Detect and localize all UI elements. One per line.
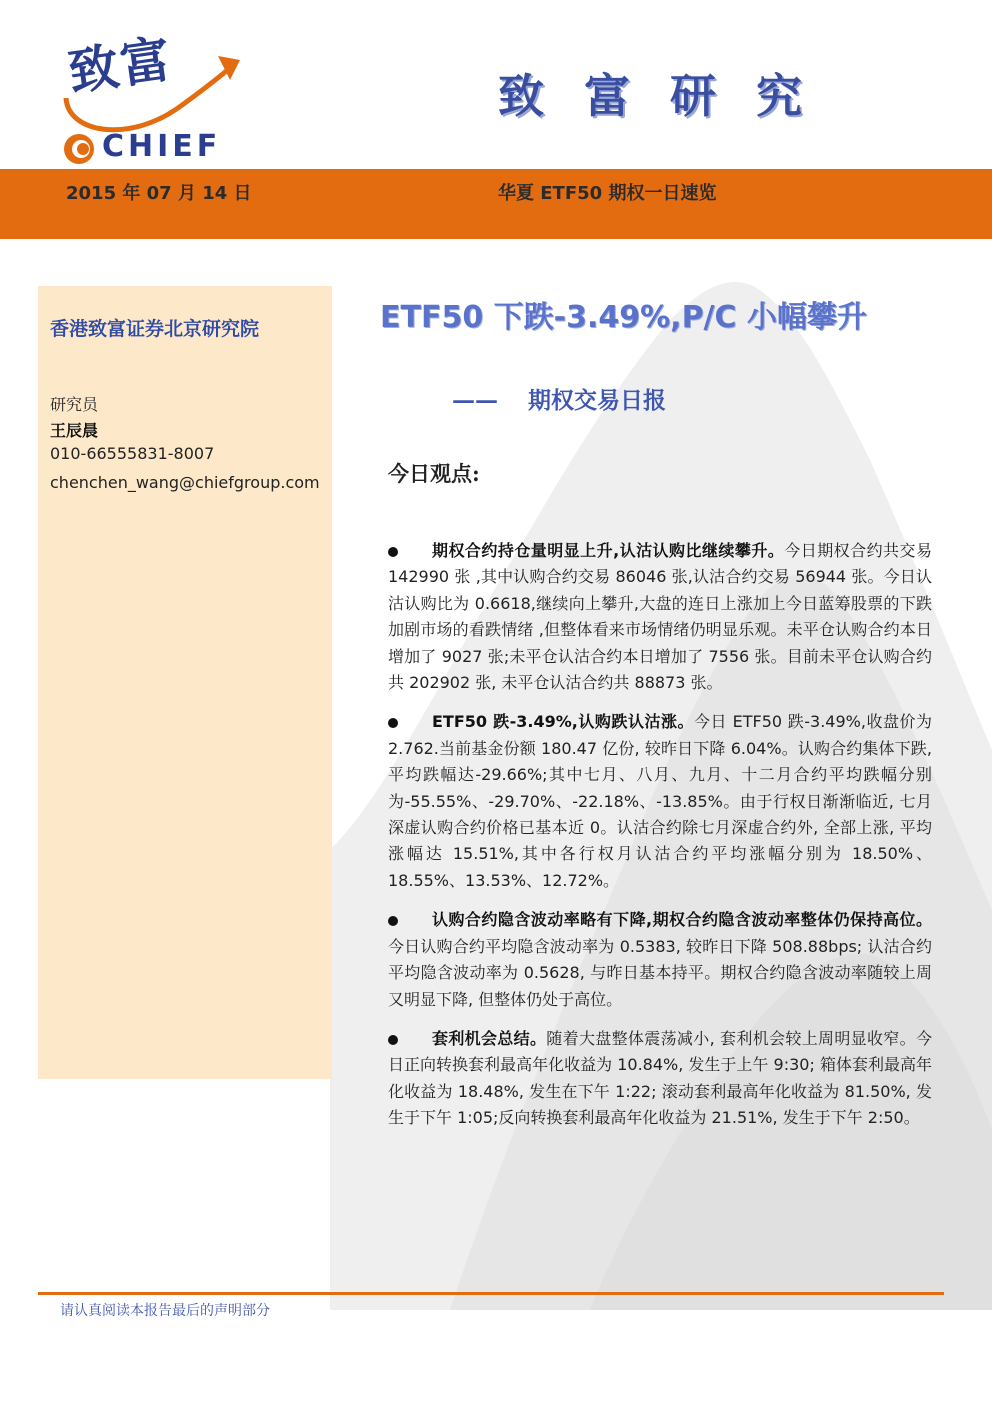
list-item	[388, 709, 932, 894]
footer-disclaimer: 请认真阅读本报告最后的声明部分	[60, 1303, 270, 1319]
analyst-sidebar	[38, 286, 332, 1079]
logo-coin-icon	[62, 132, 96, 166]
report-name: 华夏 ETF50 期权一日速览	[498, 183, 717, 204]
list-item	[388, 907, 932, 1013]
list-item	[388, 1026, 932, 1132]
report-headline: ETF50 下跌-3.49%,P/C 小幅攀升	[380, 300, 867, 335]
analyst-email[interactable]: chenchen_wang@chiefgroup.com	[50, 473, 320, 492]
list-item	[388, 538, 932, 696]
bullet-icon	[388, 547, 398, 557]
header-band	[0, 169, 992, 239]
report-date: 2015 年 07 月 14 日	[66, 183, 252, 204]
bullet-body: 今日认购合约平均隐含波动率为 0.5383, 较昨日下降 508.88bps; 认沽合约平均隐含波动率为 0.5628, 与昨日基本持平。期权合约隐含波动率随较上周又明显下降, 但整体仍处于高位。	[388, 936, 932, 1009]
bullet-lead: 套利机会总结。	[432, 1028, 547, 1048]
analyst-phone: 010-66555831-8007	[50, 444, 215, 463]
subtitle-text: 期权交易日报	[528, 387, 666, 414]
bullet-body: 随着大盘整体震荡减小, 套利机会较上周明显收窄。今日正向转换套利最高年化收益为 10.84%, 发生于上午 9:30; 箱体套利最高年化收益为 18.48%, 发生在下午 1:22; 滚动套利最高年化收益为 81.50%, 发生于下午 1:05;反向转换套利最高年化收益为 21.51%, 发生于下午 2:50。	[388, 1028, 932, 1128]
subtitle-dash: ——	[452, 387, 498, 414]
logo-chinese-text: 致富	[64, 29, 177, 102]
viewpoints-list	[388, 538, 932, 1145]
logo-english-text: CHIEF	[102, 129, 222, 164]
institution-name: 香港致富证券北京研究院	[50, 318, 260, 340]
section-title: 今日观点:	[388, 461, 480, 486]
report-subtitle	[452, 382, 666, 415]
analyst-role: 研究员	[50, 395, 99, 414]
bullet-body: 今日 ETF50 跌-3.49%,收盘价为 2.762.当前基金份额 180.47 亿份, 较昨日下降 6.04%。认购合约集体下跌,平均跌幅达-29.66%;其中七月、八月、九月、十二月合约平均跌幅分别为-55.55%、-29.70%、-22.18%、-13.85%。由于行权日渐渐临近, 七月深虚认购合约价格已基本近 0。认沽合约除七月深虚合约外, 全部上涨, 平均涨幅达 15.51%,其中各行权月认沽合约平均涨幅分别为 18.50%、18.55%、13.53%、12.72%。	[388, 712, 932, 890]
brand-title: 致富研究	[498, 69, 842, 123]
bullet-body: 今日期权合约共交易 142990 张 ,其中认购合约交易 86046 张,认沽合约交易 56944 张。今日认沽认购比为 0.6618,继续向上攀升,大盘的连日上涨加上今日蓝筹股票的下跌加剧市场的看跌情绪 ,但整体看来市场情绪仍明显乐观。未平仓认购合约本日增加了 9027 张;未平仓认沽合约本日增加了 7556 张。目前未平仓认购合约共 202902 张, 未平仓认沽合约共 88873 张。	[388, 541, 932, 693]
bullet-lead: ETF50 跌-3.49%,认购跌认沽涨。	[432, 712, 695, 732]
bullet-icon	[388, 1035, 398, 1045]
analyst-name: 王辰晨	[50, 421, 99, 440]
footer-divider	[38, 1292, 944, 1295]
chief-logo	[58, 18, 248, 164]
bullet-lead: 期权合约持仓量明显上升,认沽认购比继续攀升。	[432, 541, 785, 560]
bullet-lead: 认购合约隐含波动率略有下降,期权合约隐含波动率整体仍保持高位。	[432, 910, 932, 930]
